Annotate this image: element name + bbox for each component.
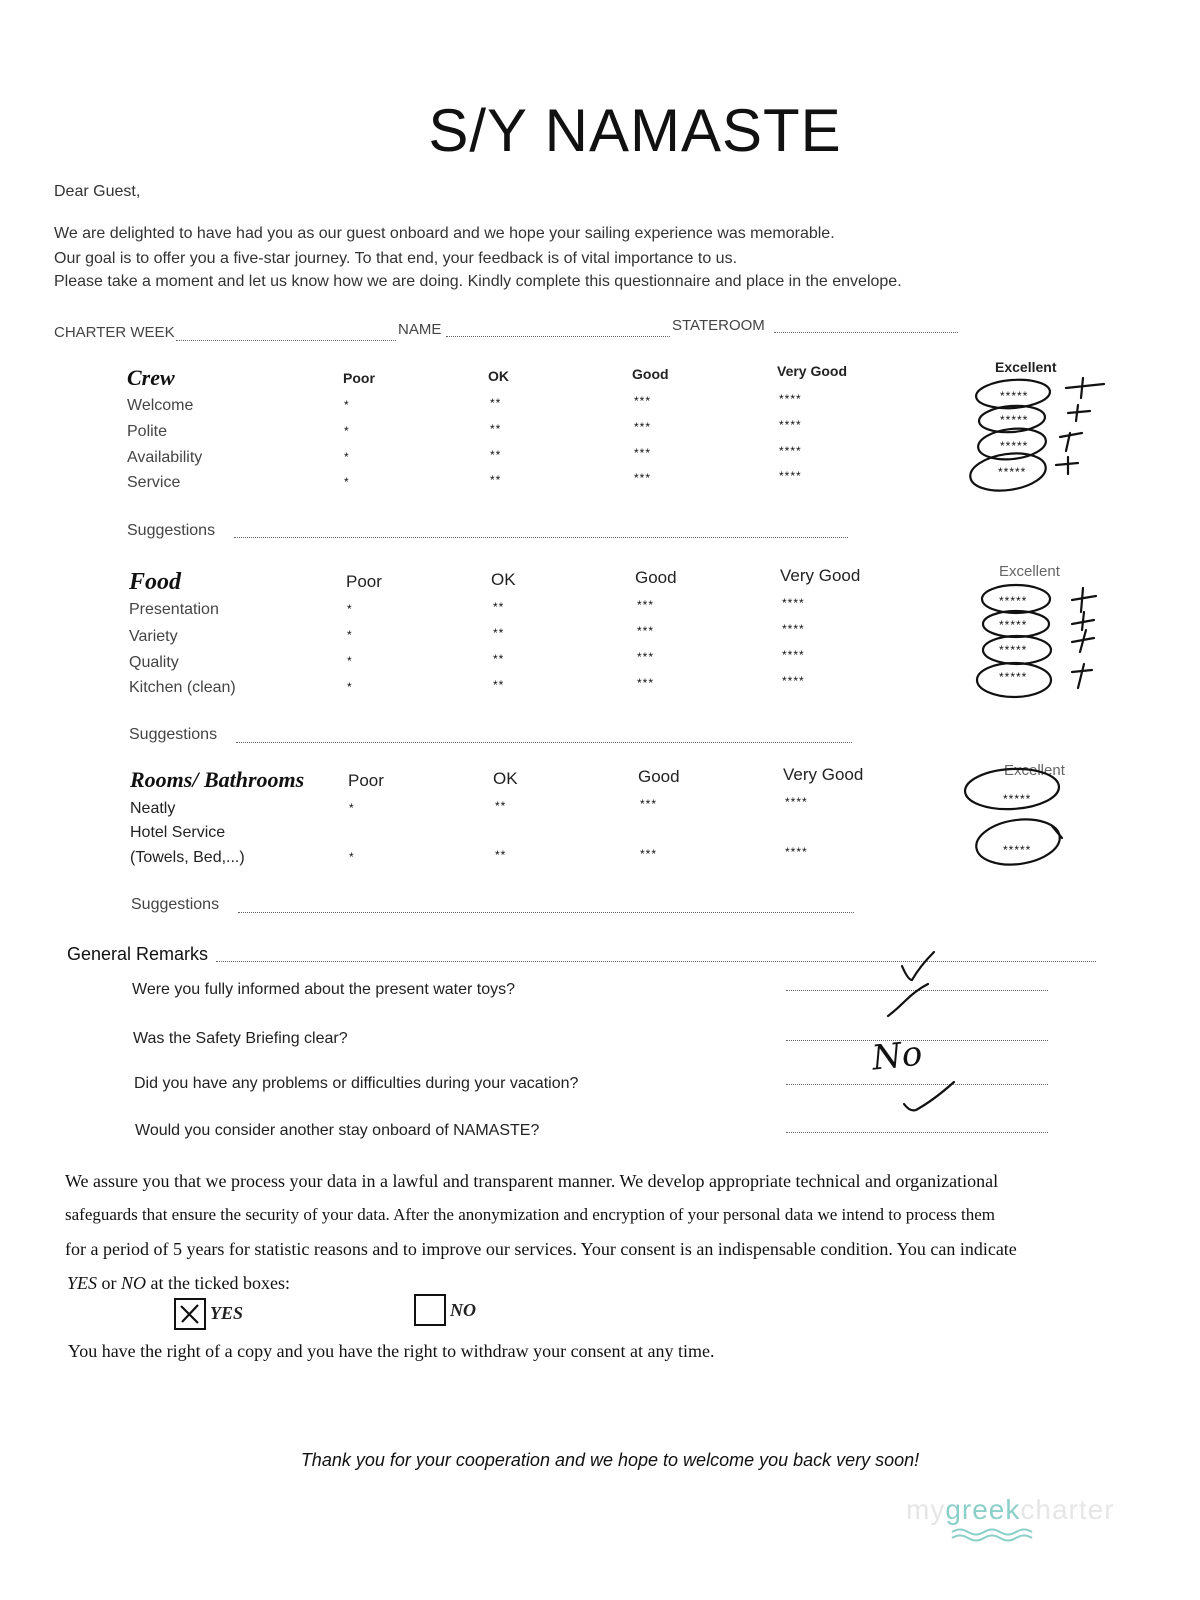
food-cross-mark	[1072, 630, 1094, 652]
food-variety-circle	[983, 611, 1049, 637]
rating-item: Availability	[127, 449, 203, 466]
star-option-very-good[interactable]: ****	[779, 444, 802, 458]
charter-week-label: CHARTER WEEK	[54, 324, 175, 341]
rating-header-very-good: Very Good	[783, 765, 864, 784]
food-kitchen-circle	[977, 663, 1051, 697]
rating-header-ok: OK	[488, 368, 509, 384]
star-option-ok[interactable]: **	[495, 848, 507, 862]
rating-header-good: Good	[632, 366, 669, 382]
watermark-brand: greek	[945, 1494, 1021, 1525]
general-remarks-label: General Remarks	[67, 944, 209, 964]
crew-cross-mark	[1056, 457, 1078, 474]
star-option-very-good[interactable]: ****	[782, 674, 805, 688]
star-option-poor[interactable]: *	[344, 424, 350, 438]
consent-indicate-rest: at the ticked boxes:	[146, 1273, 290, 1293]
star-option-excellent[interactable]: *****	[1003, 843, 1032, 857]
food-cross-mark	[1072, 664, 1092, 688]
consent-or-word: or	[97, 1273, 122, 1293]
form-title: S/Y NAMASTE	[428, 97, 842, 164]
crew-cross-mark	[1066, 378, 1104, 398]
star-option-good[interactable]: ***	[637, 650, 655, 664]
rating-item: Neatly	[130, 800, 176, 817]
star-option-ok[interactable]: **	[490, 396, 502, 410]
rating-item: (Towels, Bed,...)	[130, 849, 245, 866]
star-option-poor[interactable]: *	[344, 398, 350, 412]
rating-header-ok: OK	[491, 570, 516, 589]
star-option-poor[interactable]: *	[344, 450, 350, 464]
rating-header-ok: OK	[493, 769, 518, 788]
star-option-ok[interactable]: **	[493, 626, 505, 640]
star-option-excellent[interactable]: *****	[999, 618, 1028, 632]
rating-item: Welcome	[127, 397, 194, 414]
star-option-excellent[interactable]: *****	[1000, 413, 1029, 427]
star-option-excellent[interactable]: *****	[999, 643, 1028, 657]
rating-header-excellent: Excellent	[995, 359, 1057, 375]
consent-rights: You have the right of a copy and you have the right to withdraw your consent at any time.	[68, 1341, 715, 1361]
star-option-ok[interactable]: **	[490, 448, 502, 462]
question: Would you consider another stay onboard of NAMASTE?	[135, 1122, 540, 1139]
star-option-ok[interactable]: **	[490, 473, 502, 487]
food-cross-mark	[1072, 588, 1096, 612]
crew-cross-mark	[1068, 405, 1090, 421]
food-quality-circle	[983, 636, 1051, 664]
consent-yes-label: YES	[210, 1303, 244, 1323]
star-option-very-good[interactable]: ****	[779, 469, 802, 483]
tick-mark	[904, 1082, 954, 1110]
consent-text: safeguards that ensure the security of your data. After the anonymization and encryption of your personal data we intend to process them	[65, 1205, 995, 1224]
watermark-suffix: charter	[1020, 1494, 1115, 1525]
star-option-good[interactable]: ***	[637, 676, 655, 690]
star-option-ok[interactable]: **	[490, 422, 502, 436]
consent-yes-word: YES	[67, 1273, 98, 1293]
star-option-ok[interactable]: **	[493, 652, 505, 666]
consent-no-word: NO	[121, 1273, 147, 1293]
rating-item: Variety	[129, 628, 178, 645]
rating-item: Presentation	[129, 601, 219, 618]
star-option-excellent[interactable]: *****	[999, 594, 1028, 608]
consent-text: We assure you that we process your data in a lawful and transparent manner. We develop appropriate technical and organizational	[65, 1171, 999, 1191]
star-option-good[interactable]: ***	[637, 598, 655, 612]
intro-line: Our goal is to offer you a five-star journey. To that end, your feedback is of vital importance to us.	[54, 250, 738, 267]
star-option-excellent[interactable]: *****	[1003, 792, 1032, 806]
rating-item: Kitchen (clean)	[129, 679, 236, 696]
star-option-excellent[interactable]: *****	[1000, 439, 1029, 453]
watermark-prefix: my	[906, 1494, 946, 1525]
star-option-ok[interactable]: **	[495, 799, 507, 813]
rating-item: Hotel Service	[130, 824, 226, 841]
tick-mark	[888, 984, 928, 1016]
suggestions-label: Suggestions	[129, 726, 218, 743]
section-title: Food	[129, 569, 182, 595]
handwritten-answer: No	[870, 1033, 925, 1079]
name-label: NAME	[398, 321, 442, 338]
question: Were you fully informed about the present water toys?	[132, 981, 516, 998]
rating-item: Quality	[129, 654, 179, 671]
suggestions-label: Suggestions	[131, 896, 220, 913]
rating-header-very-good: Very Good	[780, 566, 861, 585]
star-option-ok[interactable]: **	[493, 600, 505, 614]
star-option-poor[interactable]: *	[344, 475, 350, 489]
star-option-poor[interactable]: *	[347, 654, 353, 668]
food-presentation-circle	[982, 585, 1050, 613]
rating-header-very-good: Very Good	[777, 363, 848, 379]
star-option-excellent[interactable]: *****	[998, 465, 1027, 479]
star-option-very-good[interactable]: ****	[785, 795, 808, 809]
rating-header-excellent: Excellent	[999, 563, 1060, 580]
star-option-poor[interactable]: *	[347, 602, 353, 616]
intro-line: We are delighted to have had you as our guest onboard and we hope your sailing experience was memorable.	[54, 225, 835, 242]
rating-header-poor: Poor	[343, 370, 375, 386]
section-title: Rooms/ Bathrooms	[130, 767, 305, 792]
question: Did you have any problems or difficulties during your vacation?	[134, 1075, 579, 1092]
crew-cross-mark	[1060, 433, 1082, 451]
consent-text: for a period of 5 years for statistic reasons and to improve our services. Your consent is an indispensable condition. You can indicate	[65, 1239, 1017, 1259]
star-option-good[interactable]: ***	[634, 394, 652, 408]
star-option-ok[interactable]: **	[493, 678, 505, 692]
star-option-very-good[interactable]: ****	[782, 596, 805, 610]
thank-you-message: Thank you for your cooperation and we hope to welcome you back very soon!	[300, 1450, 920, 1470]
rating-header-good: Good	[635, 568, 677, 587]
rating-header-good: Good	[638, 767, 680, 786]
star-option-poor[interactable]: *	[347, 680, 353, 694]
star-option-poor[interactable]: *	[347, 628, 353, 642]
star-option-poor[interactable]: *	[349, 850, 355, 864]
food-cross-mark	[1072, 612, 1094, 630]
crew-service-circle	[968, 449, 1048, 495]
star-option-very-good[interactable]: ****	[782, 648, 805, 662]
rating-header-excellent: Excellent	[1004, 762, 1065, 779]
rating-item: Service	[127, 474, 181, 491]
star-option-good[interactable]: ***	[634, 446, 652, 460]
rating-item: Polite	[127, 423, 168, 440]
suggestions-label: Suggestions	[127, 522, 216, 539]
rooms-tick-mark	[1052, 826, 1062, 838]
star-option-very-good[interactable]: ****	[779, 418, 802, 432]
star-option-very-good[interactable]: ****	[785, 845, 808, 859]
rating-header-poor: Poor	[348, 771, 384, 790]
rating-header-poor: Poor	[346, 572, 382, 591]
intro-line: Please take a moment and let us know how we are doing. Kindly complete this questionnaire and place in the envelope.	[54, 273, 902, 290]
question: Was the Safety Briefing clear?	[133, 1030, 348, 1047]
star-option-good[interactable]: ***	[640, 797, 658, 811]
star-option-poor[interactable]: *	[349, 801, 355, 815]
star-option-very-good[interactable]: ****	[782, 622, 805, 636]
star-option-good[interactable]: ***	[634, 420, 652, 434]
stateroom-label: STATEROOM	[672, 317, 765, 334]
star-option-excellent[interactable]: *****	[1000, 389, 1029, 403]
star-option-very-good[interactable]: ****	[779, 392, 802, 406]
star-option-excellent[interactable]: *****	[999, 670, 1028, 684]
section-title: Crew	[127, 365, 175, 390]
star-option-good[interactable]: ***	[634, 471, 652, 485]
tick-mark	[902, 952, 934, 980]
star-option-good[interactable]: ***	[637, 624, 655, 638]
consent-no-label: NO	[450, 1300, 476, 1320]
greeting: Dear Guest,	[54, 183, 141, 200]
rooms-neatly-circle	[964, 767, 1060, 812]
star-option-good[interactable]: ***	[640, 847, 658, 861]
rooms-hotel-service-circle	[973, 814, 1062, 869]
